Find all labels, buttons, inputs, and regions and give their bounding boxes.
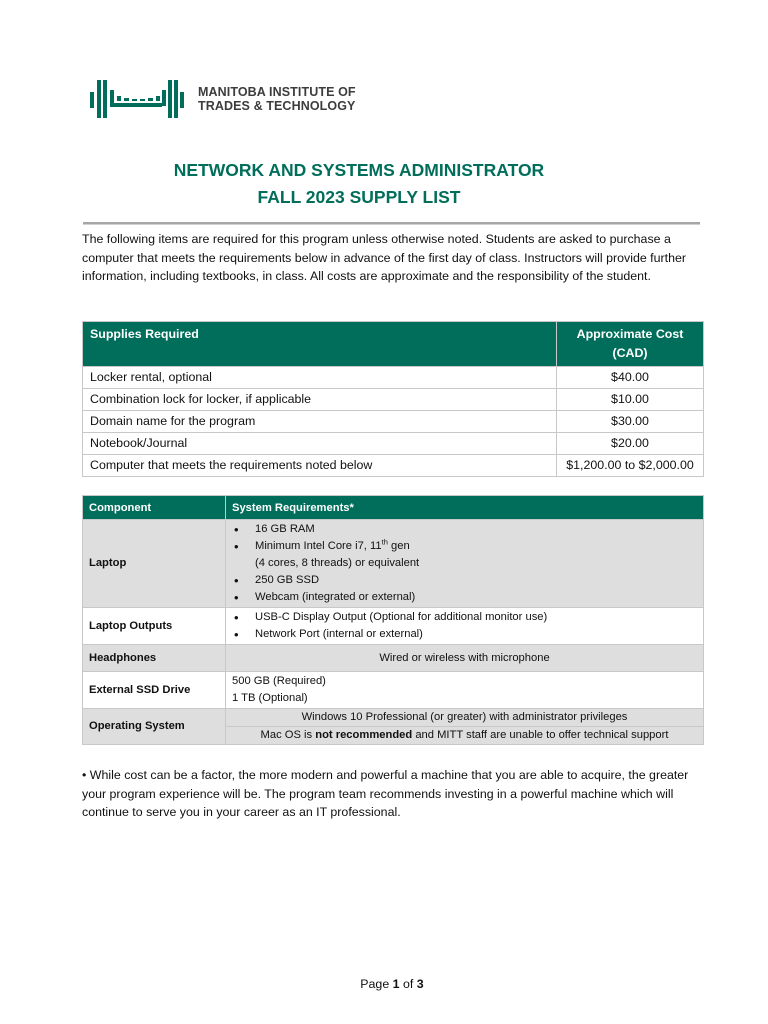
os-windows-line: Windows 10 Professional (or greater) with administrator privileges: [226, 709, 703, 727]
page-of: of: [399, 977, 417, 991]
horizontal-divider: [83, 222, 700, 225]
requirement-value: [226, 672, 704, 709]
ssd-required: 500 GB (Required): [232, 675, 326, 687]
supplies-header-row: [83, 322, 704, 367]
os-mac-text: Mac OS is: [260, 729, 316, 741]
logo-line-1: MANITOBA INSTITUTE OF: [198, 85, 356, 99]
component-label: Laptop Outputs: [83, 608, 226, 645]
table-row: [83, 455, 704, 477]
requirement-row-headphones: [83, 645, 704, 672]
requirement-value: Wired or wireless with microphone: [226, 645, 704, 672]
list-item: • 16 GB RAM: [232, 521, 697, 538]
title-line-2: FALL 2023 SUPPLY LIST: [257, 187, 461, 207]
requirements-header-component: Component: [83, 496, 226, 520]
supply-cost: $10.00: [557, 389, 704, 411]
supply-item: Domain name for the program: [83, 411, 557, 433]
cpu-text-suffix: gen: [387, 540, 410, 552]
table-row: [83, 367, 704, 389]
list-item: • Network Port (internal or external): [232, 626, 697, 643]
os-mac-emphasis: not recommended: [315, 729, 413, 741]
supplies-table: [82, 321, 704, 477]
list-item: • 250 GB SSD: [232, 572, 697, 589]
table-row: [83, 411, 704, 433]
cpu-ordinal: th: [381, 537, 388, 547]
requirement-row-external-ssd: [83, 672, 704, 709]
page-label: Page: [360, 977, 393, 991]
cpu-text-line2: (4 cores, 8 threads) or equivalent: [255, 557, 420, 569]
ssd-optional: 1 TB (Optional): [232, 692, 308, 704]
page-number: [0, 977, 768, 991]
bridge-logo-icon: [88, 78, 184, 120]
requirement-value: [226, 709, 704, 745]
page-total: 3: [416, 977, 424, 991]
requirement-row-operating-system: [83, 709, 704, 745]
requirement-row-laptop-outputs: [83, 608, 704, 645]
recommendation-note: • While cost can be a factor, the more modern and powerful a machine that you are able to acquire, the greater your program experience will be. The program team recommends investing in a powerful machine which will continue to serve you in your career as an IT professional.: [82, 768, 689, 820]
page-title: [0, 157, 718, 211]
logo-line-2: TRADES & TECHNOLOGY: [198, 99, 356, 113]
table-row: [83, 433, 704, 455]
list-item: • USB-C Display Output (Optional for additional monitor use): [232, 609, 697, 626]
supply-item: Locker rental, optional: [83, 367, 557, 389]
cpu-text: Minimum Intel Core i7, 11: [255, 540, 382, 552]
supply-cost: $40.00: [557, 367, 704, 389]
supply-item: Combination lock for locker, if applicable: [83, 389, 557, 411]
title-line-1: NETWORK AND SYSTEMS ADMINISTRATOR: [173, 160, 545, 180]
supplies-header-cost: Approximate Cost (CAD): [557, 322, 704, 367]
requirement-value: [226, 608, 704, 645]
os-mac-line: [226, 727, 703, 744]
requirement-value: [226, 520, 704, 608]
supply-cost: $1,200.00 to $2,000.00: [557, 455, 704, 477]
list-item: • Webcam (integrated or external): [232, 589, 697, 606]
component-label: External SSD Drive: [83, 672, 226, 709]
supply-item: Notebook/Journal: [83, 433, 557, 455]
os-mac-text-suffix: and MITT staff are unable to offer technical support: [412, 729, 669, 741]
requirement-row-laptop: [83, 520, 704, 608]
list-item: [232, 538, 697, 572]
requirements-header-row: [83, 496, 704, 520]
supply-cost: $20.00: [557, 433, 704, 455]
component-label: Operating System: [83, 709, 226, 745]
intro-paragraph: The following items are required for this program unless otherwise noted. Students are asked to purchase a computer that meets the requirements below in advance of the first day of class. Instructors will provide further information, including textbooks, in class. All costs are approximate and the responsibility of the student.: [82, 232, 686, 284]
supplies-header-item: Supplies Required: [83, 322, 557, 367]
requirements-header-requirements: System Requirements*: [226, 496, 704, 520]
supply-item: Computer that meets the requirements noted below: [83, 455, 557, 477]
system-requirements-table: [82, 495, 704, 745]
mitt-logo: [88, 78, 356, 120]
outputs-requirements-list: [232, 609, 697, 643]
laptop-requirements-list: [232, 521, 697, 606]
component-label: Headphones: [83, 645, 226, 672]
page-current: 1: [392, 977, 400, 991]
table-row: [83, 389, 704, 411]
component-label: Laptop: [83, 520, 226, 608]
supply-cost: $30.00: [557, 411, 704, 433]
